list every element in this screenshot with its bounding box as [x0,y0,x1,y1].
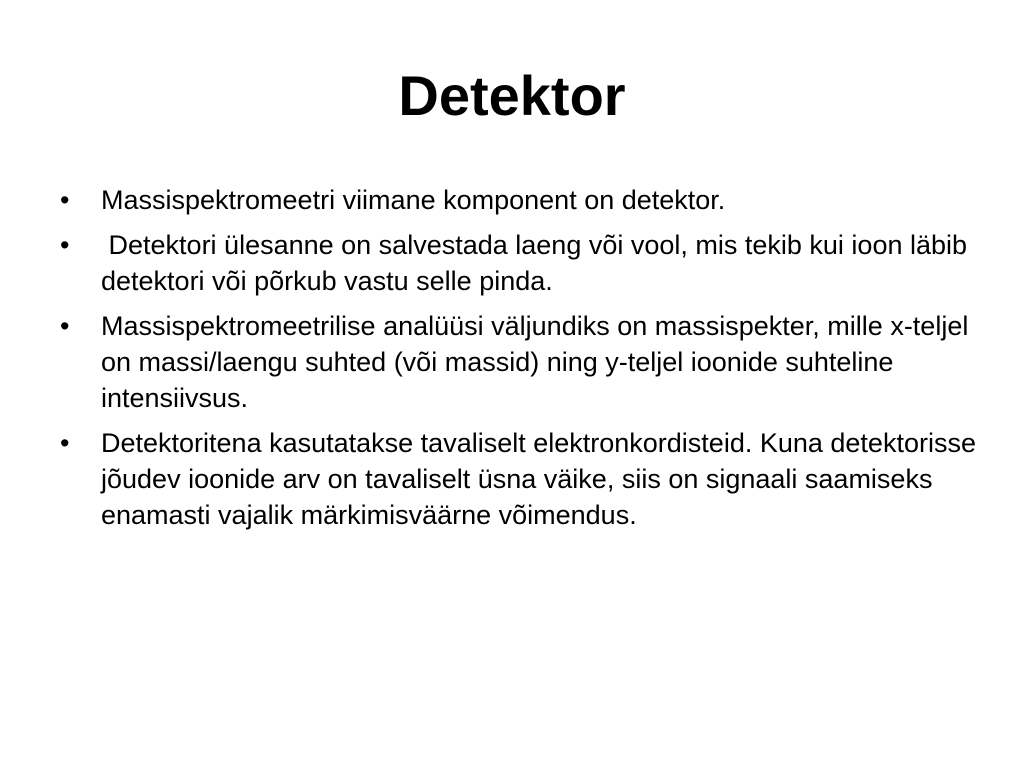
bullet-item [60,182,980,218]
bullet-text: Detektori ülesanne on salvestada laeng või vool, mis tekib kui ioon läbib detektori või põrkub vastu selle pinda. [101,230,975,296]
bullet-icon: • [60,311,70,341]
bullet-text: Massispektromeetri viimane komponent on detektor. [101,185,726,215]
slide-title: Detektor [398,64,626,127]
bullet-icon: • [60,230,70,260]
bullet-item [60,308,980,416]
bullet-item [60,227,980,299]
bullet-item [60,425,980,533]
bullet-text: Massispektromeetrilise analüüsi väljundiks on massispekter, mille x-teljel on massi/laengu suhted (või massid) ning y-teljel ioonide suhteline intensiivsus. [101,311,969,413]
bullet-icon: • [60,428,70,458]
bullet-list [60,182,980,542]
bullet-icon: • [60,185,70,215]
bullet-text: Detektoritena kasutatakse tavaliselt elektronkordisteid. Kuna detektorisse jõudev ioonide arv on tavaliselt üsna väike, siis on signaali saamiseks enamasti vajalik märkimisväärne võimendus. [101,428,976,530]
